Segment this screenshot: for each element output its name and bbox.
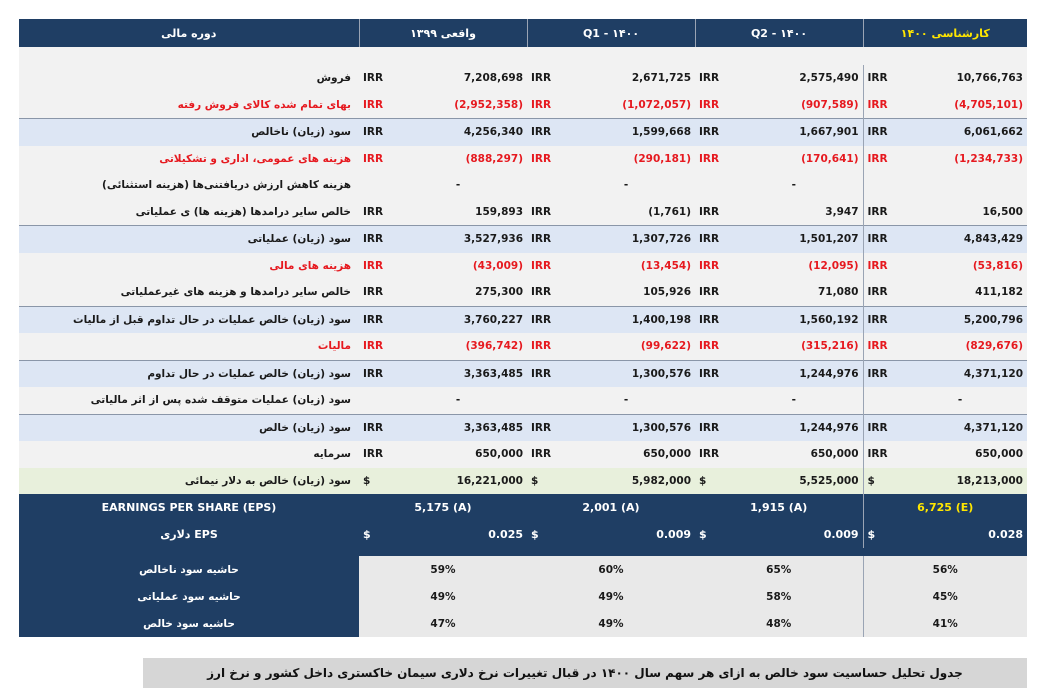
currency-cell <box>863 387 893 414</box>
currency-cell: IRR <box>695 119 725 146</box>
eps-value: 5,175 (A) <box>359 494 527 521</box>
margin-value: 48% <box>695 610 863 637</box>
table-row <box>19 253 1027 280</box>
currency-cell: IRR <box>695 441 725 468</box>
currency-cell: IRR <box>863 92 893 119</box>
margin-value: 45% <box>863 583 1027 610</box>
currency-cell <box>527 172 557 199</box>
currency-cell: $ <box>527 468 557 495</box>
value-cell: 3,363,485 <box>389 414 527 441</box>
eps-usd-row <box>19 521 1027 548</box>
margin-row <box>19 583 1027 610</box>
margin-value: 65% <box>695 556 863 583</box>
row-label: خالص سایر درامدها (هزینه ها) ی عملیاتی <box>19 199 359 226</box>
value-cell: 2,575,490 <box>725 65 863 92</box>
value-cell: (290,181) <box>557 146 695 173</box>
margin-value: 59% <box>359 556 527 583</box>
currency-cell: IRR <box>863 360 893 387</box>
currency-cell: IRR <box>527 119 557 146</box>
currency-cell: $ <box>359 521 389 548</box>
row-label: خالص سایر درامدها و هزینه های غیرعملیاتی <box>19 279 359 306</box>
currency-cell: IRR <box>695 146 725 173</box>
currency-cell <box>695 387 725 414</box>
margin-label: حاشیه سود ناخالص <box>19 556 359 583</box>
eps-usd-label: EPS دلاری <box>19 521 359 548</box>
value-cell: - <box>557 387 695 414</box>
value-cell: (888,297) <box>389 146 527 173</box>
row-label: سود (زیان) خالص <box>19 414 359 441</box>
currency-cell: IRR <box>359 360 389 387</box>
value-cell: (396,742) <box>389 333 527 360</box>
currency-cell: IRR <box>863 306 893 333</box>
currency-cell: IRR <box>863 441 893 468</box>
value-cell: 4,256,340 <box>389 119 527 146</box>
currency-cell: IRR <box>695 65 725 92</box>
eps-value: 2,001 (A) <box>527 494 695 521</box>
row-label: هزینه کاهش ارزش دریافتنی‌ها (هزینه استثنائی) <box>19 172 359 199</box>
row-label: فروش <box>19 65 359 92</box>
divider <box>19 548 1027 556</box>
margin-value: 49% <box>359 583 527 610</box>
value-cell: (907,589) <box>725 92 863 119</box>
currency-cell: IRR <box>527 279 557 306</box>
currency-cell: IRR <box>359 253 389 280</box>
value-cell: 4,843,429 <box>893 226 1027 253</box>
row-label: سود (زیان) خالص عملیات در حال تداوم قبل از مالیات <box>19 306 359 333</box>
currency-cell: IRR <box>359 92 389 119</box>
currency-cell: IRR <box>695 226 725 253</box>
currency-cell: IRR <box>359 414 389 441</box>
margin-row <box>19 610 1027 637</box>
currency-cell: IRR <box>863 414 893 441</box>
financial-table-sheet <box>19 19 1027 637</box>
header-col-estimate: کارشناسی ۱۴۰۰ <box>863 19 1027 47</box>
currency-cell: IRR <box>863 253 893 280</box>
currency-cell: IRR <box>863 119 893 146</box>
currency-cell: IRR <box>695 360 725 387</box>
table-row <box>19 468 1027 495</box>
header-col-q1: Q1 - ۱۴۰۰ <box>527 19 695 47</box>
value-cell: (53,816) <box>893 253 1027 280</box>
table-row <box>19 65 1027 92</box>
currency-cell: IRR <box>359 226 389 253</box>
currency-cell: IRR <box>527 253 557 280</box>
value-cell: 16,221,000 <box>389 468 527 495</box>
value-cell: 2,671,725 <box>557 65 695 92</box>
value-cell: 1,667,901 <box>725 119 863 146</box>
table-row <box>19 360 1027 387</box>
header-row <box>19 19 1027 47</box>
value-cell: 1,244,976 <box>725 414 863 441</box>
value-cell: 1,300,576 <box>557 360 695 387</box>
row-label: هزینه های عمومی، اداری و تشکیلاتی <box>19 146 359 173</box>
header-col-q2: Q2 - ۱۴۰۰ <box>695 19 863 47</box>
eps-label: EARNINGS PER SHARE (EPS) <box>19 494 359 521</box>
table-row <box>19 333 1027 360</box>
value-cell: 5,982,000 <box>557 468 695 495</box>
currency-cell: IRR <box>695 199 725 226</box>
value-cell: 5,525,000 <box>725 468 863 495</box>
value-cell: 1,501,207 <box>725 226 863 253</box>
value-cell: 16,500 <box>893 199 1027 226</box>
value-cell: 7,208,698 <box>389 65 527 92</box>
value-cell: 3,947 <box>725 199 863 226</box>
margin-value: 58% <box>695 583 863 610</box>
table-row <box>19 387 1027 414</box>
currency-cell: IRR <box>359 279 389 306</box>
value-cell: 18,213,000 <box>893 468 1027 495</box>
value-cell: (13,454) <box>557 253 695 280</box>
eps-estimate-value: 6,725 (E) <box>863 494 1027 521</box>
currency-cell: IRR <box>359 333 389 360</box>
value-cell: - <box>725 172 863 199</box>
currency-cell: $ <box>863 468 893 495</box>
value-cell: 1,244,976 <box>725 360 863 387</box>
currency-cell: IRR <box>863 199 893 226</box>
currency-cell: IRR <box>863 333 893 360</box>
margin-value: 49% <box>527 610 695 637</box>
row-label: سود (زیان) عملیات متوقف شده پس از اثر مالیاتی <box>19 387 359 414</box>
eps-row <box>19 494 1027 521</box>
table-row <box>19 92 1027 119</box>
income-statement-table <box>19 19 1027 637</box>
value-cell: (1,072,057) <box>557 92 695 119</box>
value-cell: 650,000 <box>389 441 527 468</box>
currency-cell: IRR <box>359 146 389 173</box>
value-cell: 1,300,576 <box>557 414 695 441</box>
currency-cell: IRR <box>527 92 557 119</box>
value-cell: 0.009 <box>557 521 695 548</box>
currency-cell: IRR <box>863 65 893 92</box>
table-row <box>19 119 1027 146</box>
table-row <box>19 146 1027 173</box>
value-cell: - <box>725 387 863 414</box>
row-label: سود (زیان) ناخالص <box>19 119 359 146</box>
row-label: سود (زیان) خالص به دلار نیمائی <box>19 468 359 495</box>
currency-cell: $ <box>863 521 893 548</box>
currency-cell <box>359 172 389 199</box>
value-cell: 650,000 <box>893 441 1027 468</box>
value-cell: - <box>389 172 527 199</box>
margin-label: حاشیه سود خالص <box>19 610 359 637</box>
currency-cell: IRR <box>527 360 557 387</box>
currency-cell <box>863 172 893 199</box>
value-cell: (1,234,733) <box>893 146 1027 173</box>
currency-cell: $ <box>695 521 725 548</box>
row-label: سود (زیان) عملیاتی <box>19 226 359 253</box>
value-cell: 1,307,726 <box>557 226 695 253</box>
currency-cell: IRR <box>527 414 557 441</box>
value-cell: (829,676) <box>893 333 1027 360</box>
currency-cell: $ <box>359 468 389 495</box>
currency-cell: IRR <box>527 226 557 253</box>
currency-cell: IRR <box>527 306 557 333</box>
row-label: مالیات <box>19 333 359 360</box>
value-cell: 105,926 <box>557 279 695 306</box>
currency-cell: IRR <box>359 65 389 92</box>
currency-cell: IRR <box>527 146 557 173</box>
currency-cell: IRR <box>695 414 725 441</box>
currency-cell: IRR <box>359 306 389 333</box>
header-col-1399: واقعی ۱۳۹۹ <box>359 19 527 47</box>
margin-value: 56% <box>863 556 1027 583</box>
currency-cell: $ <box>527 521 557 548</box>
value-cell: 1,560,192 <box>725 306 863 333</box>
value-cell <box>893 172 1027 199</box>
value-cell: 0.009 <box>725 521 863 548</box>
table-row <box>19 441 1027 468</box>
value-cell: (170,641) <box>725 146 863 173</box>
currency-cell: IRR <box>527 199 557 226</box>
currency-cell: IRR <box>863 226 893 253</box>
currency-cell: IRR <box>695 279 725 306</box>
value-cell: (4,705,101) <box>893 92 1027 119</box>
table-row <box>19 199 1027 226</box>
header-period-label: دوره مالی <box>19 19 359 47</box>
table-row <box>19 414 1027 441</box>
table-caption: جدول تحلیل حساسیت سود خالص به ازای هر سهم سال ۱۴۰۰ در قبال تغییرات نرخ دلاری سیمان خاکستری داخل کشور و نرخ ارز <box>143 658 1027 688</box>
margin-value: 49% <box>527 583 695 610</box>
value-cell: (315,216) <box>725 333 863 360</box>
value-cell: 3,363,485 <box>389 360 527 387</box>
value-cell: 650,000 <box>557 441 695 468</box>
currency-cell: IRR <box>359 199 389 226</box>
value-cell: 3,527,936 <box>389 226 527 253</box>
currency-cell <box>359 387 389 414</box>
value-cell: 275,300 <box>389 279 527 306</box>
currency-cell: IRR <box>695 92 725 119</box>
margin-value: 60% <box>527 556 695 583</box>
currency-cell: IRR <box>527 333 557 360</box>
value-cell: 0.028 <box>893 521 1027 548</box>
currency-cell: IRR <box>359 119 389 146</box>
value-cell: 650,000 <box>725 441 863 468</box>
margin-row <box>19 556 1027 583</box>
currency-cell: IRR <box>863 146 893 173</box>
value-cell: 10,766,763 <box>893 65 1027 92</box>
currency-cell: IRR <box>695 306 725 333</box>
value-cell: 159,893 <box>389 199 527 226</box>
value-cell: - <box>893 387 1027 414</box>
value-cell: 1,599,668 <box>557 119 695 146</box>
currency-cell: IRR <box>359 441 389 468</box>
table-row <box>19 279 1027 306</box>
currency-cell: IRR <box>695 333 725 360</box>
value-cell: (99,622) <box>557 333 695 360</box>
value-cell: 4,371,120 <box>893 360 1027 387</box>
margin-value: 41% <box>863 610 1027 637</box>
table-row <box>19 226 1027 253</box>
value-cell: 4,371,120 <box>893 414 1027 441</box>
currency-cell <box>695 172 725 199</box>
currency-cell: IRR <box>863 279 893 306</box>
value-cell: 0.025 <box>389 521 527 548</box>
row-label: سرمایه <box>19 441 359 468</box>
value-cell: - <box>557 172 695 199</box>
value-cell: (43,009) <box>389 253 527 280</box>
value-cell: 6,061,662 <box>893 119 1027 146</box>
currency-cell: IRR <box>527 65 557 92</box>
currency-cell: IRR <box>527 441 557 468</box>
value-cell: 1,400,198 <box>557 306 695 333</box>
table-row <box>19 306 1027 333</box>
currency-cell <box>527 387 557 414</box>
currency-cell: IRR <box>695 253 725 280</box>
currency-cell: $ <box>695 468 725 495</box>
value-cell: (12,095) <box>725 253 863 280</box>
value-cell: 3,760,227 <box>389 306 527 333</box>
margin-label: حاشیه سود عملیاتی <box>19 583 359 610</box>
value-cell: (2,952,358) <box>389 92 527 119</box>
row-label: بهای تمام شده کالای فروش رفته <box>19 92 359 119</box>
value-cell: - <box>389 387 527 414</box>
value-cell: 71,080 <box>725 279 863 306</box>
value-cell: 411,182 <box>893 279 1027 306</box>
row-label: هزینه های مالی <box>19 253 359 280</box>
value-cell: (1,761) <box>557 199 695 226</box>
spacer-row <box>19 47 1027 65</box>
row-label: سود (زیان) خالص عملیات در حال تداوم <box>19 360 359 387</box>
table-row <box>19 172 1027 199</box>
eps-value: 1,915 (A) <box>695 494 863 521</box>
value-cell: 5,200,796 <box>893 306 1027 333</box>
margin-value: 47% <box>359 610 527 637</box>
